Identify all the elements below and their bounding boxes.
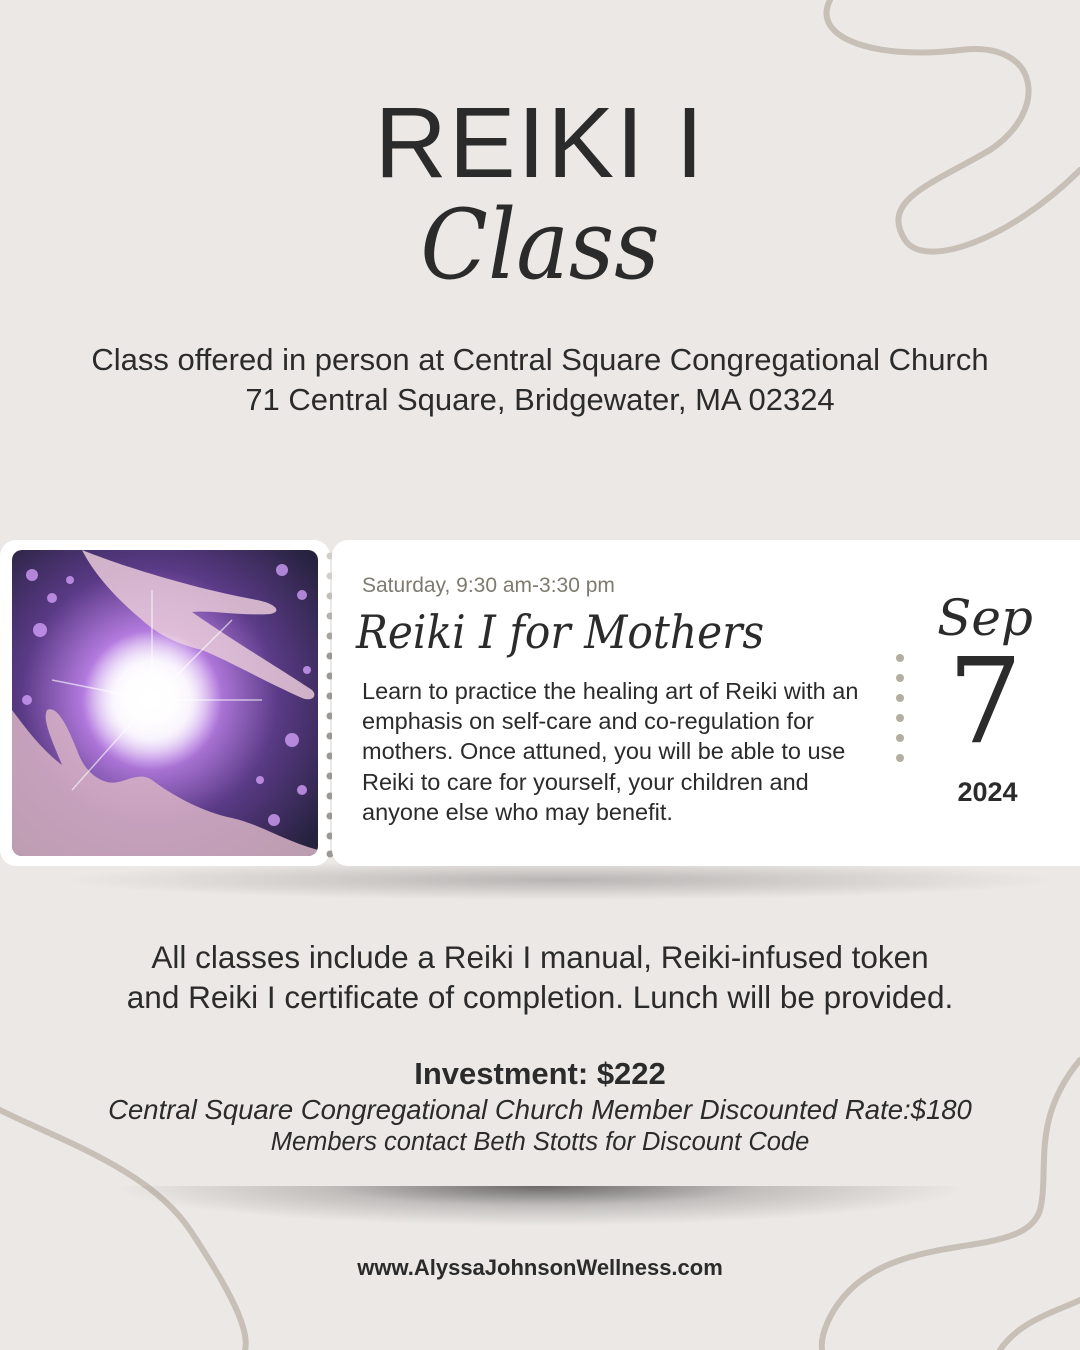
event-date-month: Sep — [937, 589, 1033, 647]
inclusions-line-1: All classes include a Reiki I manual, Reiki-infused token — [151, 939, 929, 975]
healing-hands-illustration — [12, 550, 318, 856]
date-separator-dots — [892, 650, 908, 772]
ticket-shadow — [60, 860, 1060, 900]
venue-line-1: Class offered in person at Central Square Congregational Church — [91, 342, 989, 377]
event-date-year: 2024 — [957, 777, 1018, 807]
member-discount-contact: Members contact Beth Stotts for Discount Code — [270, 1128, 810, 1156]
event-date-day: 7 — [947, 632, 1023, 770]
member-discount-rate: Central Square Congregational Church Member Discounted Rate:$180 — [108, 1094, 972, 1125]
inclusions-line-2: and Reiki I certificate of completion. Lunch will be provided. — [126, 979, 954, 1015]
ticket-photo-stub — [0, 540, 330, 866]
page-title: REIKI I — [374, 87, 706, 199]
event-title: Reiki I for Mothers — [356, 605, 765, 659]
divider-shadow — [110, 1186, 970, 1226]
class-inclusions — [0, 937, 1080, 1017]
event-description: Learn to practice the healing art of Reiki with an emphasis on self-care and co-regulation for mothers. Once attuned, you will be able to use Reiki to care for yourself, your children and anyone else who may benefit. — [362, 678, 859, 825]
event-time: Saturday, 9:30 am-3:30 pm — [362, 574, 615, 597]
venue-line-2: 71 Central Square, Bridgewater, MA 02324 — [245, 382, 835, 417]
page-subtitle-script: Class — [420, 189, 660, 301]
venue-info — [0, 340, 1080, 420]
investment-price: Investment: $222 — [414, 1056, 666, 1091]
healing-hands-photo — [12, 550, 318, 856]
bottom-right-corner-swirl — [1000, 1300, 1080, 1350]
website-link[interactable]: www.AlyssaJohnsonWellness.com — [357, 1255, 723, 1280]
